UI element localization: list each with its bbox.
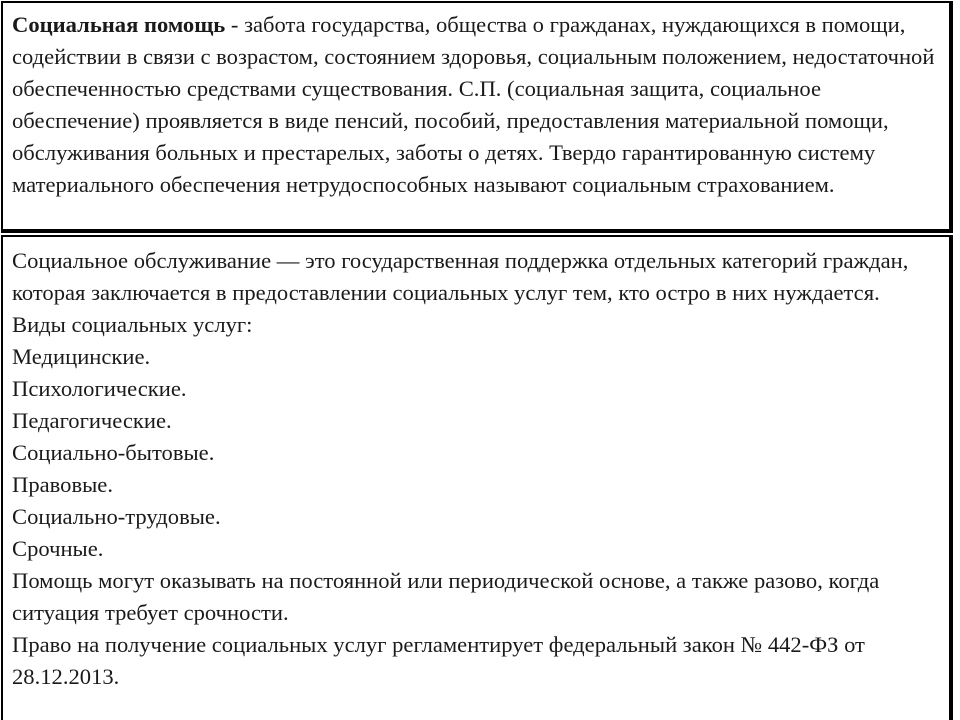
- definition-box: [1, 1, 953, 233]
- services-intro: Социальное обслуживание — это государственная поддержка отдельных категорий граждан, которая заключается в предоставлении социальных услуг тем, кто остро в них нуждается.: [12, 248, 909, 305]
- services-type-item: Социально-трудовые.: [12, 504, 221, 529]
- services-types-heading: Виды социальных услуг:: [12, 312, 253, 337]
- services-type-item: Педагогические.: [12, 408, 172, 433]
- definition-term: Социальная помощь: [12, 12, 226, 37]
- services-type-item: Медицинские.: [12, 344, 151, 369]
- services-type-item: Правовые.: [12, 472, 113, 497]
- services-types-list: [12, 341, 941, 565]
- services-law-note: Право на получение социальных услуг регламентирует федеральный закон № 442-ФЗ от 28.12.2013.: [12, 632, 865, 689]
- definition-paragraph: [12, 9, 941, 201]
- social-services-box: [1, 235, 953, 720]
- services-type-item: Срочные.: [12, 536, 104, 561]
- services-frequency-note: Помощь могут оказывать на постоянной или периодической основе, а также разово, когда ситуация требует срочности.: [12, 568, 880, 625]
- definition-text: - забота государства, общества о гражданах, нуждающихся в помощи, содействии в связи с возрастом, состоянием здоровья, социальным положением, недостаточной обеспеченностью средствами существования. С.П. (социальная защита, социальное обеспечение) проявляется в виде пенсий, пособий, предоставления материальной помощи, обслуживания больных и престарелых, заботы о детях. Твердо гарантированную систему материального обеспечения нетрудоспособных называют социальным страхованием.: [12, 12, 935, 197]
- services-type-item: Психологические.: [12, 376, 187, 401]
- services-type-item: Социально-бытовые.: [12, 440, 215, 465]
